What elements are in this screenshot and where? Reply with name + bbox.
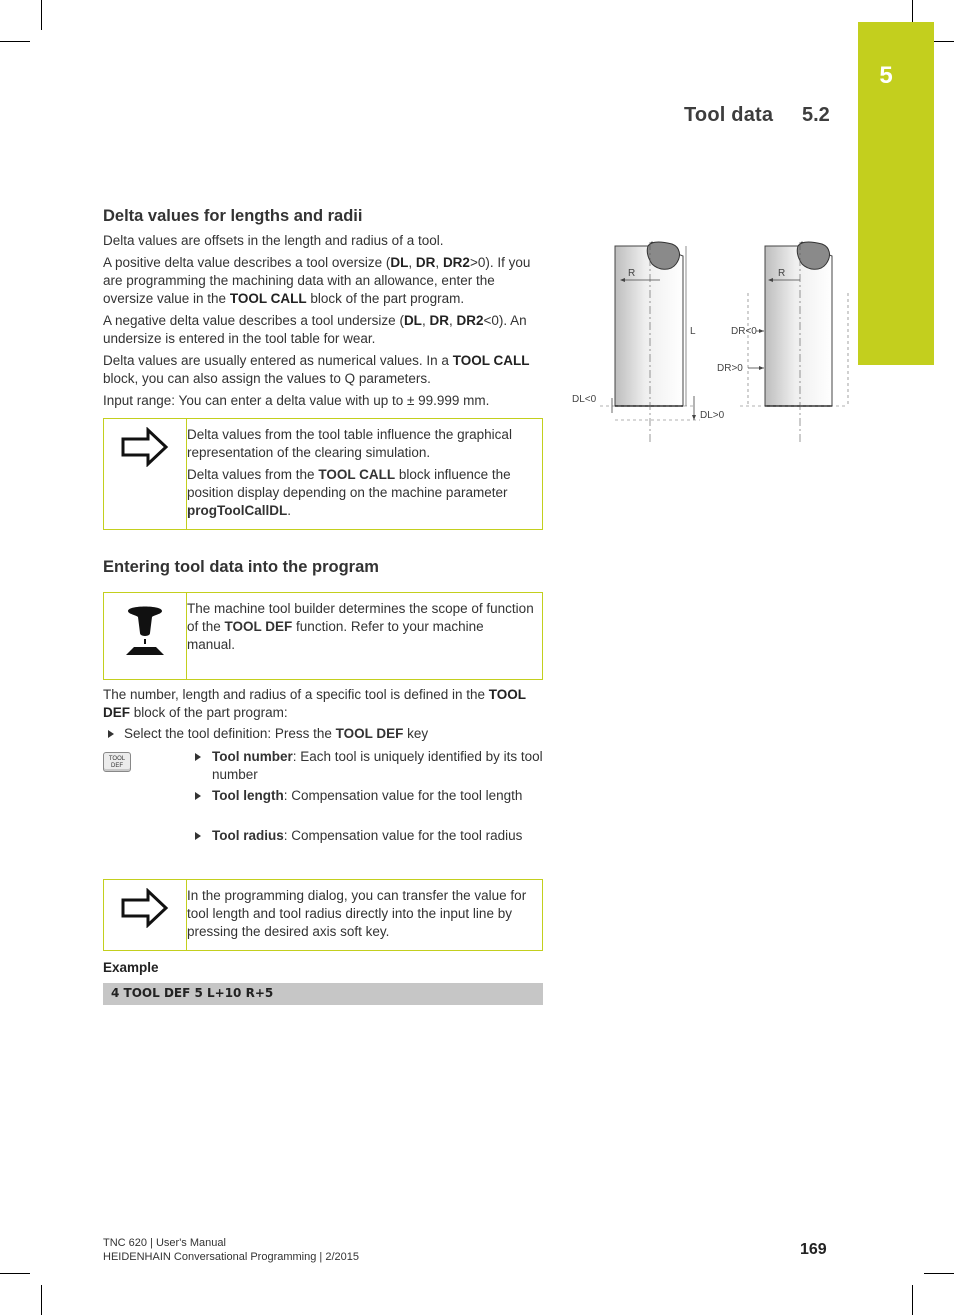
page-number: 169 <box>800 1241 827 1258</box>
crop-mark <box>0 1273 30 1274</box>
list-item: Tool number: Each tool is uniquely identified by its tool number <box>212 749 543 782</box>
crop-mark <box>924 1273 954 1274</box>
chapter-tab <box>858 22 934 365</box>
note-box <box>103 418 543 530</box>
bullet-marker <box>108 730 114 738</box>
bullet-marker <box>195 792 201 800</box>
paragraph: Delta values are usually entered as numerical values. In a TOOL CALL block, you can also assign the values to Q parameters. <box>103 353 530 386</box>
example-label: Example <box>103 960 159 975</box>
bullet-marker <box>195 832 201 840</box>
crop-mark <box>912 0 913 22</box>
tool-left <box>572 242 725 443</box>
section-heading-entering: Entering tool data into the program <box>103 558 379 576</box>
crop-mark <box>0 41 30 42</box>
tool-def-key[interactable]: TOOL DEF <box>103 752 131 772</box>
figure-label: DR>0 <box>717 363 743 374</box>
figure-label: L <box>690 326 696 337</box>
list-item: Tool length: Compensation value for the tool length <box>212 788 523 803</box>
note-text: Delta values from the tool table influence the graphical representation of the clearing simulation. <box>187 427 512 460</box>
crop-mark <box>912 1285 913 1315</box>
figure-label: DL>0 <box>700 410 725 421</box>
code-block <box>103 983 543 1005</box>
paragraph: A negative delta value describes a tool undersize (DL, DR, DR2<0). An undersize is entered in the tool table for wear. <box>103 313 527 346</box>
tool-right <box>717 242 848 443</box>
paragraph: Input range: You can enter a delta value with up to ± 99.999 mm. <box>103 393 490 408</box>
list-item: Tool radius: Compensation value for the tool radius <box>212 828 523 843</box>
bullet-marker <box>195 753 201 761</box>
note-text: The machine tool builder determines the scope of function of the TOOL DEF function. Refer to your machine manual. <box>187 601 534 652</box>
crop-mark <box>934 41 954 42</box>
crop-mark <box>41 1285 42 1315</box>
paragraph: The number, length and radius of a specific tool is defined in the TOOL DEF block of the part program: <box>103 687 526 720</box>
note-text: In the programming dialog, you can transfer the value for tool length and tool radius directly into the input line by pressing the desired axis soft key. <box>187 888 527 939</box>
footer-text: TNC 620 | User's Manual HEIDENHAIN Conversational Programming | 2/2015 <box>103 1237 359 1263</box>
step-text: Select the tool definition: Press the TOOL DEF key <box>124 726 429 741</box>
note-box <box>103 592 543 680</box>
chapter-number: 5 <box>879 62 893 89</box>
running-header-title: Tool data <box>684 104 774 126</box>
figure-label: R <box>778 268 786 279</box>
note-text: Delta values from the TOOL CALL block influence the position display depending on the machine parameter progToolCallDL. <box>187 467 511 518</box>
figure-label: R <box>628 268 636 279</box>
paragraph: Delta values are offsets in the length and radius of a tool. <box>103 233 444 248</box>
running-header-section: 5.2 <box>802 104 830 126</box>
section-heading-delta: Delta values for lengths and radii <box>103 207 363 225</box>
machine-builder-icon <box>124 603 166 659</box>
arrow-right-icon <box>120 888 170 928</box>
figure-label: DR<0 <box>731 326 757 337</box>
delta-values-figure <box>560 238 860 448</box>
note-box <box>103 879 543 951</box>
figure-label: DL<0 <box>572 394 597 405</box>
paragraph: A positive delta value describes a tool oversize (DL, DR, DR2>0). If you are programming the machining data with an allowance, enter the oversize value in the TOOL CALL block of the part program. <box>103 255 531 306</box>
crop-mark <box>41 0 42 30</box>
arrow-right-icon <box>120 427 170 467</box>
code-line: 4 TOOL DEF 5 L+10 R+5 <box>111 986 274 1000</box>
